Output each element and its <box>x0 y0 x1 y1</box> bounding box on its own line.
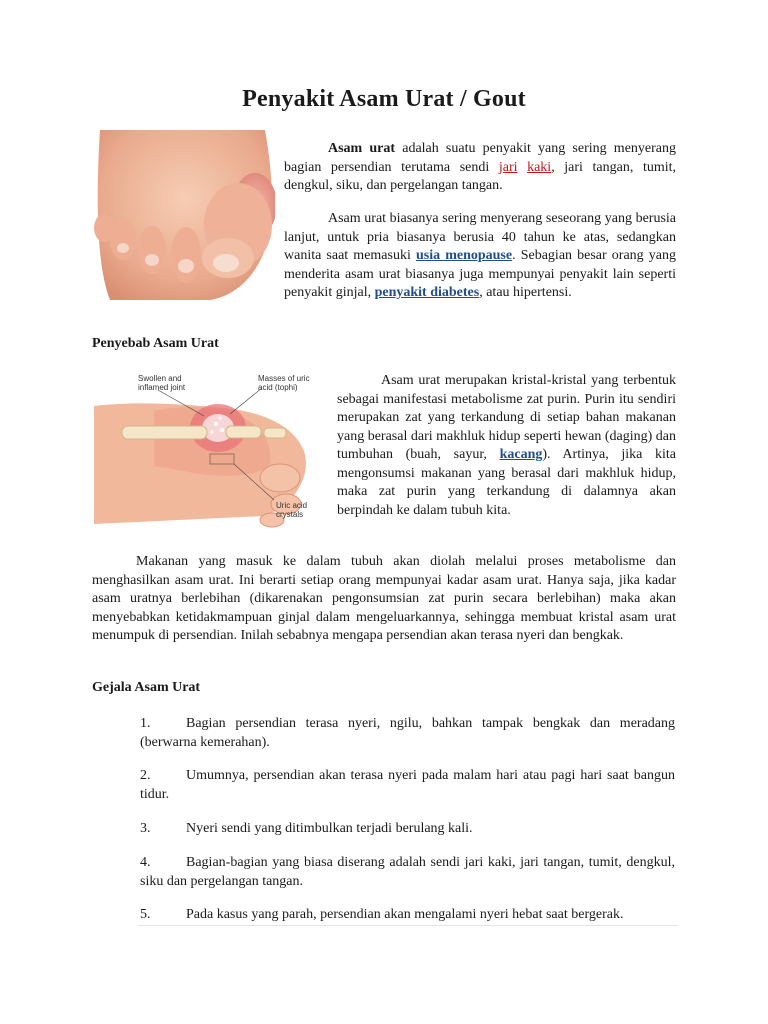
link-kacang[interactable]: kacang <box>499 447 543 462</box>
list-item: 3. Nyeri sendi yang ditimbulkan terjadi berulang kali. <box>140 821 473 836</box>
foot-illustration <box>90 130 275 305</box>
list-item: 4. Bagian-bagian yang biasa diserang adalah sendi jari kaki, jari tangan, tumit, dengkul, siku dan pergelangan tangan. <box>140 855 675 889</box>
paragraph-usia: Asam urat biasanya sering menyerang seseorang yang berusia lanjut, untuk pria biasanya berusia 40 tahun ke atas, sedangkan wanita saat memasuki usia menopause. Sebagian besar orang yang menderita asam urat biasanya juga mempunyai penyakit lain seperti penyakit ginjal, penyakit diabetes, atau hipertensi. <box>284 211 676 300</box>
foot-photo <box>90 130 275 305</box>
gout-joint-illustration <box>94 366 326 528</box>
list-item: 5. Pada kasus yang parah, persendian akan mengalami nyeri hebat saat bergerak. <box>140 907 624 922</box>
label-crystals-line2: crystals <box>276 510 304 519</box>
list-item: 2. Umumnya, persendian akan terasa nyeri pada malam hari atau pagi hari saat bangun tidur. <box>140 768 675 802</box>
page-divider <box>138 925 678 926</box>
heading-penyebab: Penyebab Asam Urat <box>92 336 219 351</box>
label-masses-line1: Masses of uric <box>258 374 310 383</box>
link-kaki[interactable]: kaki <box>527 159 552 175</box>
gout-diagram <box>94 366 326 528</box>
paragraph-metabolisme: Makanan yang masuk ke dalam tubuh akan diolah melalui proses metabolisme dan menghasilkan asam urat. Ini berarti setiap orang mempunyai kadar asam urat. Hanya saja, jika kadar asam uratnya berlebihan (dikarenakan pengonsumsian zat purin secara berlebihan) maka akan menyebabkan ketidakmampuan ginjal dalam mengeluarkannya, sehingga membuat kristal asam urat menumpuk di persendian. Inilah sebabnya mengapa persendian akan terasa nyeri dan bengkak. <box>92 554 676 643</box>
page-title: Penyakit Asam Urat / Gout <box>242 86 526 112</box>
heading-gejala: Gejala Asam Urat <box>92 680 201 695</box>
intro-paragraph: Asam urat adalah suatu penyakit yang sering menyerang bagian persendian terutama sendi jari kaki, jari tangan, tumit, dengkul, siku, dan pergelangan tangan. <box>284 141 677 193</box>
list-item: 1. Bagian persendian terasa nyeri, ngilu, bahkan tampak bengkak dan meradang (berwarna kemerahan). <box>140 716 675 750</box>
label-swollen-line2: inflamed joint <box>138 383 186 392</box>
term-asam-urat: Asam urat <box>328 141 396 156</box>
label-crystals-line1: Uric acid <box>276 501 308 510</box>
label-swollen-line1: Swollen and <box>138 374 182 383</box>
paragraph-purin: Asam urat merupakan kristal-kristal yang terbentuk sebagai manifestasi metabolisme zat purin. Purin itu sendiri merupakan zat yang terkandung di setiap bahan makanan yang berasal dari makhluk hidup seperti hewan (daging) dan tumbuhan (buah, sayur, kacang). Artinya, jika kita mengonsumsi makanan yang berasal dari makhluk hidup, maka zat purin yang terkandung di dalamnya akan berpindah ke dalam tubuh kita. <box>337 373 677 518</box>
link-penyakit-diabetes[interactable]: penyakit diabetes <box>374 285 480 300</box>
label-masses-line2: acid (tophi) <box>258 383 298 392</box>
link-usia-menopause[interactable]: usia menopause <box>415 248 513 263</box>
link-jari[interactable]: jari <box>498 159 518 175</box>
